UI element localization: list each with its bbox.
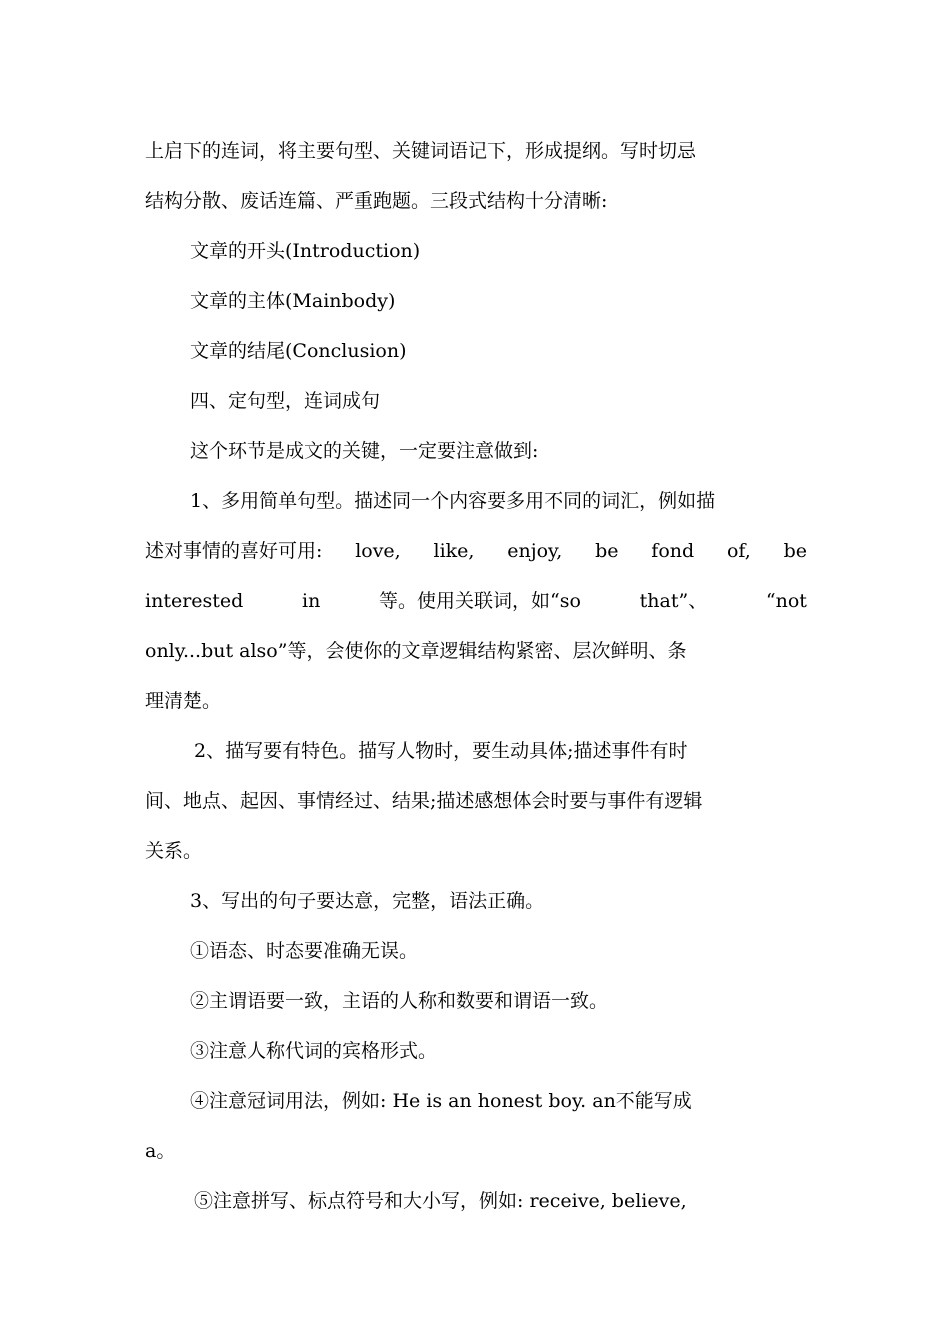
sub-item-2: ②主谓语要一致，主语的人称和数要和谓语一致。 — [190, 990, 609, 1012]
paragraph-line: 上启下的连词，将主要句型、关键词语记下，形成提纲。写时切忌 — [145, 140, 697, 162]
list-item-3: 3、写出的句子要达意，完整，语法正确。 — [190, 890, 545, 912]
paragraph-line: 结构分散、废话连篇、严重跑题。三段式结构十分清晰: — [145, 190, 608, 212]
word: of, — [726, 540, 751, 562]
paragraph-line: 间、地点、起因、事情经过、结果;描述感想体会时要与事件有逻辑 — [145, 790, 703, 812]
word: fond — [651, 540, 695, 562]
paragraph-line: 理清楚。 — [145, 690, 222, 712]
sub-item-1: ①语态、时态要准确无误。 — [190, 940, 419, 962]
word: like, — [433, 540, 475, 562]
paragraph-line: only...but also”等，会使你的文章逻辑结构紧密、层次鲜明、条 — [145, 640, 687, 662]
word: “not — [765, 590, 807, 612]
outline-item-conclusion: 文章的结尾(Conclusion) — [190, 340, 407, 362]
sub-item-3: ③注意人称代词的宾格形式。 — [190, 1040, 438, 1062]
word: 等。使用关联词，如“so — [379, 590, 581, 612]
list-item-2: 2、描写要有特色。描写人物时，要生动具体;描述事件有时 — [194, 740, 688, 762]
paragraph-line: 这个环节是成文的关键，一定要注意做到: — [190, 440, 539, 462]
outline-item-introduction: 文章的开头(Introduction) — [190, 240, 421, 262]
paragraph-line: 关系。 — [145, 840, 203, 862]
word: enjoy, — [507, 540, 563, 562]
paragraph-line-justified — [145, 534, 807, 568]
word: be — [783, 540, 807, 562]
sub-item-5: ⑤注意拼写、标点符号和大小写，例如: receive, believe, — [194, 1190, 687, 1212]
sub-item-4: ④注意冠词用法，例如: He is an honest boy. an不能写成 — [190, 1090, 692, 1112]
word: interested — [145, 590, 244, 612]
paragraph-line-justified — [145, 584, 807, 618]
list-item-1: 1、多用简单句型。描述同一个内容要多用不同的词汇，例如描 — [190, 490, 716, 512]
outline-item-mainbody: 文章的主体(Mainbody) — [190, 290, 396, 312]
word: love, — [355, 540, 401, 562]
word: that”、 — [639, 590, 708, 612]
word: 述对事情的喜好可用: — [145, 540, 323, 562]
word: in — [302, 590, 321, 612]
section-heading: 四、定句型，连词成句 — [190, 390, 381, 412]
paragraph-line: a。 — [145, 1140, 176, 1162]
word: be — [595, 540, 619, 562]
